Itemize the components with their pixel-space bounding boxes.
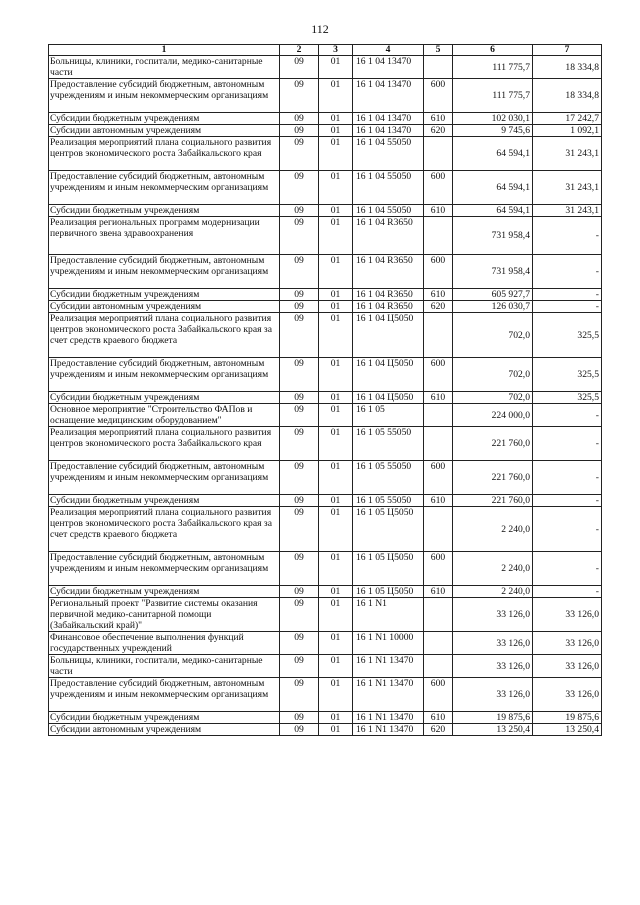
- col-header-7: 7: [533, 45, 602, 56]
- row-expense-type: 610: [424, 392, 453, 404]
- table-row: [49, 171, 602, 205]
- row-amount-2: 33 126,0: [533, 655, 602, 678]
- row-subsection: 01: [319, 586, 353, 598]
- table-row: [49, 495, 602, 507]
- table-row: [49, 552, 602, 586]
- row-subsection: 01: [319, 495, 353, 507]
- row-amount-1: 221 760,0: [453, 427, 533, 461]
- row-amount-1: 731 958,4: [453, 217, 533, 255]
- row-target-code: 16 1 04 55050: [353, 137, 424, 171]
- table-row: [49, 301, 602, 313]
- row-amount-1: 33 126,0: [453, 678, 533, 712]
- row-amount-2: 33 126,0: [533, 598, 602, 632]
- row-amount-1: 33 126,0: [453, 632, 533, 655]
- row-target-code: 16 1 04 R3650: [353, 301, 424, 313]
- row-subsection: 01: [319, 205, 353, 217]
- row-subsection: 01: [319, 289, 353, 301]
- row-name: Субсидии автономным учреждениям: [49, 724, 280, 736]
- table-row: [49, 358, 602, 392]
- row-amount-1: 702,0: [453, 392, 533, 404]
- row-amount-1: 2 240,0: [453, 507, 533, 552]
- row-subsection: 01: [319, 724, 353, 736]
- row-target-code: 16 1 04 R3650: [353, 217, 424, 255]
- row-subsection: 01: [319, 125, 353, 137]
- row-expense-type: 600: [424, 171, 453, 205]
- row-expense-type: 600: [424, 461, 453, 495]
- table-row: [49, 507, 602, 552]
- row-name: Субсидии автономным учреждениям: [49, 301, 280, 313]
- row-target-code: 16 1 N1 13470: [353, 678, 424, 712]
- table-row: [49, 427, 602, 461]
- row-subsection: 01: [319, 507, 353, 552]
- row-target-code: 16 1 04 13470: [353, 113, 424, 125]
- row-section: 09: [280, 724, 319, 736]
- row-target-code: 16 1 05 55050: [353, 495, 424, 507]
- row-subsection: 01: [319, 113, 353, 125]
- table-row: [49, 632, 602, 655]
- row-expense-type: [424, 217, 453, 255]
- row-subsection: 01: [319, 598, 353, 632]
- row-target-code: 16 1 N1 13470: [353, 724, 424, 736]
- row-amount-2: -: [533, 427, 602, 461]
- row-name: Субсидии бюджетным учреждениям: [49, 586, 280, 598]
- col-header-5: 5: [424, 45, 453, 56]
- table-row: [49, 724, 602, 736]
- row-amount-2: -: [533, 495, 602, 507]
- row-amount-1: 605 927,7: [453, 289, 533, 301]
- table-row: [49, 113, 602, 125]
- row-expense-type: 600: [424, 552, 453, 586]
- row-amount-1: 221 760,0: [453, 495, 533, 507]
- row-amount-2: 33 126,0: [533, 678, 602, 712]
- row-amount-2: -: [533, 461, 602, 495]
- row-amount-1: 111 775,7: [453, 56, 533, 79]
- row-name: Реализация мероприятий плана социального развития центров экономического роста Забайкальского края за счет средств краевого бюджета: [49, 313, 280, 358]
- table-row: [49, 137, 602, 171]
- budget-table: [48, 44, 602, 736]
- row-amount-1: 702,0: [453, 358, 533, 392]
- row-name: Субсидии бюджетным учреждениям: [49, 392, 280, 404]
- row-amount-1: 64 594,1: [453, 137, 533, 171]
- row-expense-type: [424, 655, 453, 678]
- table-header-row: [49, 45, 602, 56]
- row-name: Субсидии бюджетным учреждениям: [49, 712, 280, 724]
- row-amount-1: 731 958,4: [453, 255, 533, 289]
- row-expense-type: 610: [424, 586, 453, 598]
- row-name: Предоставление субсидий бюджетным, автономным учреждениям и иным некоммерческим организациям: [49, 79, 280, 113]
- row-name: Субсидии бюджетным учреждениям: [49, 495, 280, 507]
- row-amount-2: 1 092,1: [533, 125, 602, 137]
- row-amount-1: 64 594,1: [453, 205, 533, 217]
- row-target-code: 16 1 04 R3650: [353, 255, 424, 289]
- row-amount-2: -: [533, 289, 602, 301]
- row-subsection: 01: [319, 56, 353, 79]
- row-amount-2: 19 875,6: [533, 712, 602, 724]
- row-expense-type: 610: [424, 289, 453, 301]
- row-section: 09: [280, 586, 319, 598]
- row-section: 09: [280, 404, 319, 427]
- row-target-code: 16 1 05 55050: [353, 427, 424, 461]
- row-target-code: 16 1 04 13470: [353, 56, 424, 79]
- row-name: Предоставление субсидий бюджетным, автономным учреждениям и иным некоммерческим организациям: [49, 255, 280, 289]
- table-row: [49, 255, 602, 289]
- table-row: [49, 586, 602, 598]
- row-expense-type: [424, 598, 453, 632]
- row-amount-2: 325,5: [533, 358, 602, 392]
- row-expense-type: 620: [424, 125, 453, 137]
- row-section: 09: [280, 461, 319, 495]
- row-target-code: 16 1 05: [353, 404, 424, 427]
- row-amount-2: 325,5: [533, 392, 602, 404]
- row-section: 09: [280, 171, 319, 205]
- col-header-1: 1: [49, 45, 280, 56]
- row-subsection: 01: [319, 358, 353, 392]
- table-row: [49, 461, 602, 495]
- row-section: 09: [280, 358, 319, 392]
- row-amount-2: 13 250,4: [533, 724, 602, 736]
- row-expense-type: 610: [424, 712, 453, 724]
- row-amount-2: -: [533, 586, 602, 598]
- row-name: Региональный проект "Развитие системы оказания первичной медико-санитарной помощи (Забайкальский край)": [49, 598, 280, 632]
- row-section: 09: [280, 712, 319, 724]
- col-header-3: 3: [319, 45, 353, 56]
- row-amount-1: 33 126,0: [453, 598, 533, 632]
- row-amount-1: 33 126,0: [453, 655, 533, 678]
- row-subsection: 01: [319, 313, 353, 358]
- row-expense-type: [424, 427, 453, 461]
- row-subsection: 01: [319, 632, 353, 655]
- row-subsection: 01: [319, 79, 353, 113]
- row-subsection: 01: [319, 678, 353, 712]
- row-amount-2: -: [533, 255, 602, 289]
- row-expense-type: [424, 632, 453, 655]
- row-section: 09: [280, 289, 319, 301]
- table-row: [49, 404, 602, 427]
- row-amount-2: 31 243,1: [533, 137, 602, 171]
- row-name: Реализация мероприятий плана социального развития центров экономического роста Забайкальского края за счет средств краевого бюджета: [49, 507, 280, 552]
- row-expense-type: 620: [424, 301, 453, 313]
- row-expense-type: [424, 313, 453, 358]
- table-row: [49, 289, 602, 301]
- row-section: 09: [280, 392, 319, 404]
- row-target-code: 16 1 N1 13470: [353, 655, 424, 678]
- row-amount-2: 17 242,7: [533, 113, 602, 125]
- row-expense-type: 610: [424, 113, 453, 125]
- table-row: [49, 655, 602, 678]
- row-amount-2: -: [533, 217, 602, 255]
- row-amount-1: 111 775,7: [453, 79, 533, 113]
- row-section: 09: [280, 205, 319, 217]
- row-target-code: 16 1 04 Ц5050: [353, 392, 424, 404]
- row-section: 09: [280, 495, 319, 507]
- row-subsection: 01: [319, 461, 353, 495]
- row-section: 09: [280, 56, 319, 79]
- row-name: Субсидии бюджетным учреждениям: [49, 113, 280, 125]
- row-amount-1: 64 594,1: [453, 171, 533, 205]
- row-name: Предоставление субсидий бюджетным, автономным учреждениям и иным некоммерческим организациям: [49, 358, 280, 392]
- row-subsection: 01: [319, 255, 353, 289]
- table-row: [49, 678, 602, 712]
- row-expense-type: 610: [424, 205, 453, 217]
- row-section: 09: [280, 137, 319, 171]
- table-row: [49, 313, 602, 358]
- col-header-6: 6: [453, 45, 533, 56]
- row-expense-type: 600: [424, 678, 453, 712]
- row-target-code: 16 1 N1 10000: [353, 632, 424, 655]
- row-target-code: 16 1 04 55050: [353, 171, 424, 205]
- row-name: Предоставление субсидий бюджетным, автономным учреждениям и иным некоммерческим организациям: [49, 552, 280, 586]
- row-amount-1: 126 030,7: [453, 301, 533, 313]
- row-expense-type: [424, 404, 453, 427]
- row-section: 09: [280, 678, 319, 712]
- row-target-code: 16 1 05 55050: [353, 461, 424, 495]
- row-amount-1: 2 240,0: [453, 586, 533, 598]
- row-amount-2: 18 334,8: [533, 56, 602, 79]
- table-row: [49, 392, 602, 404]
- row-amount-2: 18 334,8: [533, 79, 602, 113]
- row-name: Реализация мероприятий плана социального развития центров экономического роста Забайкальского края: [49, 427, 280, 461]
- row-subsection: 01: [319, 427, 353, 461]
- row-expense-type: 600: [424, 79, 453, 113]
- row-section: 09: [280, 113, 319, 125]
- table-row: [49, 205, 602, 217]
- row-name: Основное мероприятие "Строительство ФАПов и оснащение медицинским оборудованием": [49, 404, 280, 427]
- table-row: [49, 598, 602, 632]
- row-subsection: 01: [319, 404, 353, 427]
- row-section: 09: [280, 125, 319, 137]
- row-expense-type: 620: [424, 724, 453, 736]
- row-target-code: 16 1 05 Ц5050: [353, 507, 424, 552]
- row-amount-1: 221 760,0: [453, 461, 533, 495]
- row-target-code: 16 1 05 Ц5050: [353, 586, 424, 598]
- col-header-2: 2: [280, 45, 319, 56]
- row-amount-1: 102 030,1: [453, 113, 533, 125]
- row-name: Финансовое обеспечение выполнения функций государственных учреждений: [49, 632, 280, 655]
- row-expense-type: 600: [424, 255, 453, 289]
- row-amount-2: 31 243,1: [533, 205, 602, 217]
- row-subsection: 01: [319, 392, 353, 404]
- row-name: Предоставление субсидий бюджетным, автономным учреждениям и иным некоммерческим организациям: [49, 461, 280, 495]
- page-number: 112: [311, 22, 329, 36]
- row-section: 09: [280, 632, 319, 655]
- row-section: 09: [280, 313, 319, 358]
- row-amount-2: 325,5: [533, 313, 602, 358]
- row-amount-2: -: [533, 301, 602, 313]
- row-expense-type: 600: [424, 358, 453, 392]
- row-subsection: 01: [319, 171, 353, 205]
- row-name: Больницы, клиники, госпитали, медико-санитарные части: [49, 56, 280, 79]
- row-subsection: 01: [319, 217, 353, 255]
- row-section: 09: [280, 217, 319, 255]
- row-amount-1: 19 875,6: [453, 712, 533, 724]
- row-expense-type: 610: [424, 495, 453, 507]
- row-section: 09: [280, 427, 319, 461]
- row-amount-1: 2 240,0: [453, 552, 533, 586]
- row-name: Субсидии бюджетным учреждениям: [49, 205, 280, 217]
- row-expense-type: [424, 137, 453, 171]
- row-section: 09: [280, 655, 319, 678]
- row-amount-1: 9 745,6: [453, 125, 533, 137]
- row-expense-type: [424, 56, 453, 79]
- row-section: 09: [280, 255, 319, 289]
- row-section: 09: [280, 507, 319, 552]
- row-section: 09: [280, 598, 319, 632]
- row-section: 09: [280, 552, 319, 586]
- table-row: [49, 79, 602, 113]
- row-target-code: 16 1 04 Ц5050: [353, 358, 424, 392]
- row-section: 09: [280, 79, 319, 113]
- row-amount-1: 13 250,4: [453, 724, 533, 736]
- row-target-code: 16 1 N1 13470: [353, 712, 424, 724]
- row-name: Реализация региональных программ модернизации первичного звена здравоохранения: [49, 217, 280, 255]
- table-row: [49, 712, 602, 724]
- row-subsection: 01: [319, 712, 353, 724]
- row-amount-1: 702,0: [453, 313, 533, 358]
- row-target-code: 16 1 04 13470: [353, 125, 424, 137]
- row-amount-2: 31 243,1: [533, 171, 602, 205]
- row-subsection: 01: [319, 655, 353, 678]
- row-amount-1: 224 000,0: [453, 404, 533, 427]
- row-target-code: 16 1 04 55050: [353, 205, 424, 217]
- row-amount-2: -: [533, 404, 602, 427]
- row-amount-2: -: [533, 507, 602, 552]
- row-name: Больницы, клиники, госпитали, медико-санитарные части: [49, 655, 280, 678]
- row-expense-type: [424, 507, 453, 552]
- row-target-code: 16 1 05 Ц5050: [353, 552, 424, 586]
- table-row: [49, 56, 602, 79]
- row-name: Субсидии бюджетным учреждениям: [49, 289, 280, 301]
- row-name: Субсидии автономным учреждениям: [49, 125, 280, 137]
- row-subsection: 01: [319, 552, 353, 586]
- row-subsection: 01: [319, 301, 353, 313]
- row-target-code: 16 1 04 Ц5050: [353, 313, 424, 358]
- table-row: [49, 217, 602, 255]
- row-name: Предоставление субсидий бюджетным, автономным учреждениям и иным некоммерческим организациям: [49, 678, 280, 712]
- row-name: Предоставление субсидий бюджетным, автономным учреждениям и иным некоммерческим организациям: [49, 171, 280, 205]
- row-amount-2: -: [533, 552, 602, 586]
- row-target-code: 16 1 04 R3650: [353, 289, 424, 301]
- table-row: [49, 125, 602, 137]
- row-target-code: 16 1 04 13470: [353, 79, 424, 113]
- row-amount-2: 33 126,0: [533, 632, 602, 655]
- row-name: Реализация мероприятий плана социального развития центров экономического роста Забайкальского края: [49, 137, 280, 171]
- row-target-code: 16 1 N1: [353, 598, 424, 632]
- row-section: 09: [280, 301, 319, 313]
- col-header-4: 4: [353, 45, 424, 56]
- row-subsection: 01: [319, 137, 353, 171]
